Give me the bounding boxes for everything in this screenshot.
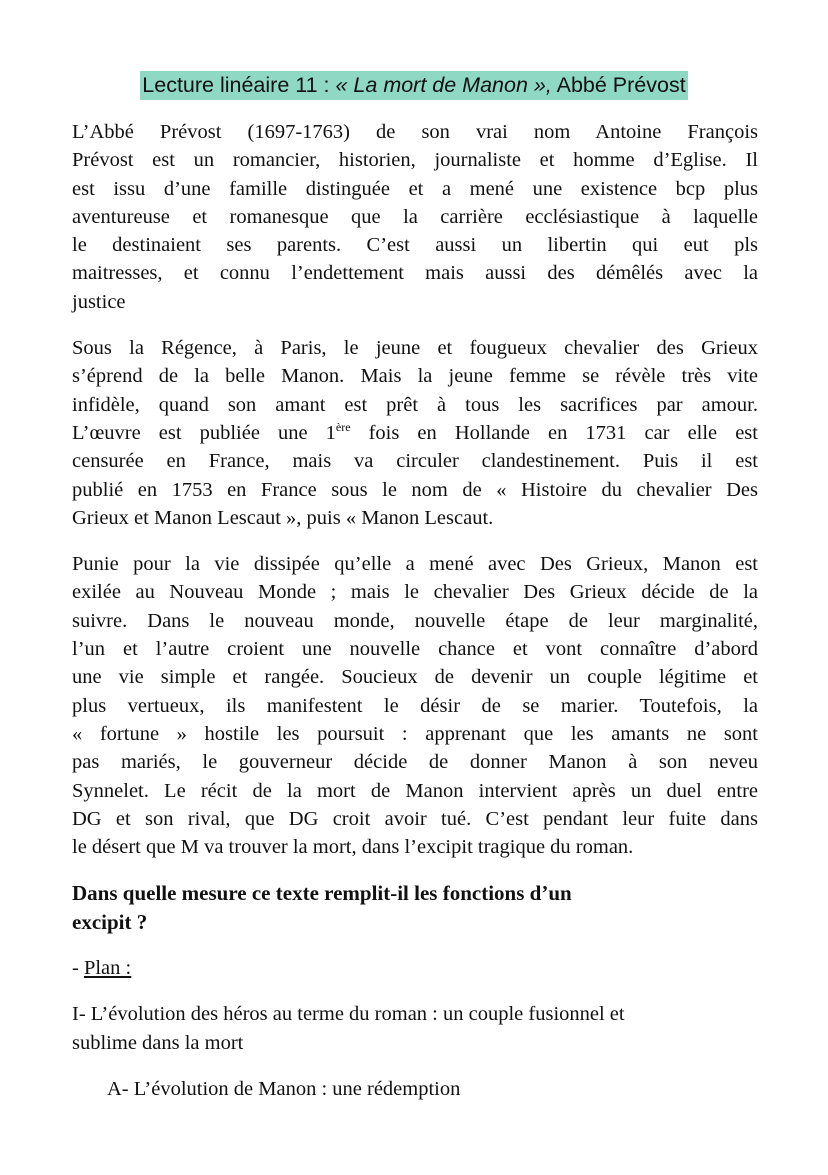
- text-line: [72, 954, 758, 982]
- document-title: [140, 71, 687, 100]
- text-line: sublime dans la mort: [72, 1031, 244, 1054]
- title-prefix: Lecture linéaire 11 :: [142, 73, 336, 97]
- plan-dash: -: [72, 957, 84, 980]
- plan-heading: [72, 954, 758, 982]
- problematic-question: [72, 879, 758, 936]
- text-line: le destinaient ses parents. C’est aussi un libertin qui eut pls: [72, 234, 758, 257]
- text-line: DG et son rival, que DG croit avoir tué. C’est pendant leur fuite dans: [72, 807, 758, 830]
- text-line: exilée au Nouveau Monde ; mais le chevalier Des Grieux décide de la: [72, 581, 758, 604]
- text-line: suivre. Dans le nouveau monde, nouvelle étape de leur marginalité,: [72, 609, 758, 632]
- text-line: censurée en France, mais va circuler clandestinement. Puis il est: [72, 450, 758, 473]
- text-line: [72, 419, 758, 447]
- text-fragment: fois en Hollande en 1731 car elle est: [350, 421, 758, 444]
- text-line: est issu d’une famille distinguée et a mené une existence bcp plus: [72, 177, 758, 200]
- text-line: excipit ?: [72, 909, 148, 934]
- text-line: plus vertueux, ils manifestent le désir de se marier. Toutefois, la: [72, 694, 758, 717]
- text-line: une vie simple et rangée. Soucieux de devenir un couple légitime et: [72, 666, 758, 689]
- text-line: L’Abbé Prévost (1697-1763) de son vrai nom Antoine François: [72, 121, 758, 143]
- document-body: [72, 118, 758, 1121]
- text-line: infidèle, quand son amant est prêt à tous les sacrifices par amour.: [72, 393, 758, 416]
- superscript: ère: [335, 419, 351, 434]
- text-line: Grieux et Manon Lescaut », puis « Manon Lescaut.: [72, 506, 494, 529]
- title-wrap: [0, 71, 828, 100]
- paragraph-biography: [72, 118, 758, 316]
- text-line: aventureuse et romanesque que la carrière ecclésiastique à laquelle: [72, 205, 758, 228]
- plan-label: Plan :: [83, 957, 132, 980]
- text-line: Prévost est un romancier, historien, journaliste et homme d’Eglise. Il: [72, 149, 758, 172]
- text-line: le désert que M va trouver la mort, dans l’excipit tragique du roman.: [72, 836, 634, 859]
- title-italic: « La mort de Manon »,: [335, 73, 552, 97]
- text-fragment: L’œuvre est publiée une 1: [72, 421, 336, 444]
- text-line: Punie pour la vie dissipée qu’elle a mené avec Des Grieux, Manon est: [72, 553, 758, 576]
- text-line: l’un et l’autre croient une nouvelle chance et vont connaître d’abord: [72, 638, 758, 661]
- text-line: maitresses, et connu l’endettement mais aussi des démêlés avec la: [72, 262, 758, 285]
- paragraph-context: [72, 550, 758, 861]
- title-suffix: Abbé Prévost: [551, 73, 686, 97]
- paragraph-summary: [72, 334, 758, 532]
- text-line: justice: [72, 290, 126, 313]
- text-line: s’éprend de la belle Manon. Mais la jeune femme se révèle très vite: [72, 365, 758, 388]
- text-line: Sous la Régence, à Paris, le jeune et fougueux chevalier des Grieux: [72, 337, 758, 360]
- text-line: Synnelet. Le récit de la mort de Manon intervient après un duel entre: [72, 779, 758, 802]
- text-line: « fortune » hostile les poursuit : apprenant que les amants ne sont: [72, 722, 758, 745]
- text-line: publié en 1753 en France sous le nom de « Histoire du chevalier Des: [72, 478, 758, 501]
- text-line: pas mariés, le gouverneur décide de donner Manon à son neveu: [72, 751, 758, 774]
- text-line: A- L’évolution de Manon : une rédemption: [107, 1077, 461, 1100]
- plan-part-1: [72, 1000, 758, 1057]
- text-line: I- L’évolution des héros au terme du roman : un couple fusionnel et: [72, 1003, 625, 1026]
- plan-part-1a: [72, 1075, 758, 1103]
- text-line: Dans quelle mesure ce texte remplit-il les fonctions d’un: [72, 881, 572, 906]
